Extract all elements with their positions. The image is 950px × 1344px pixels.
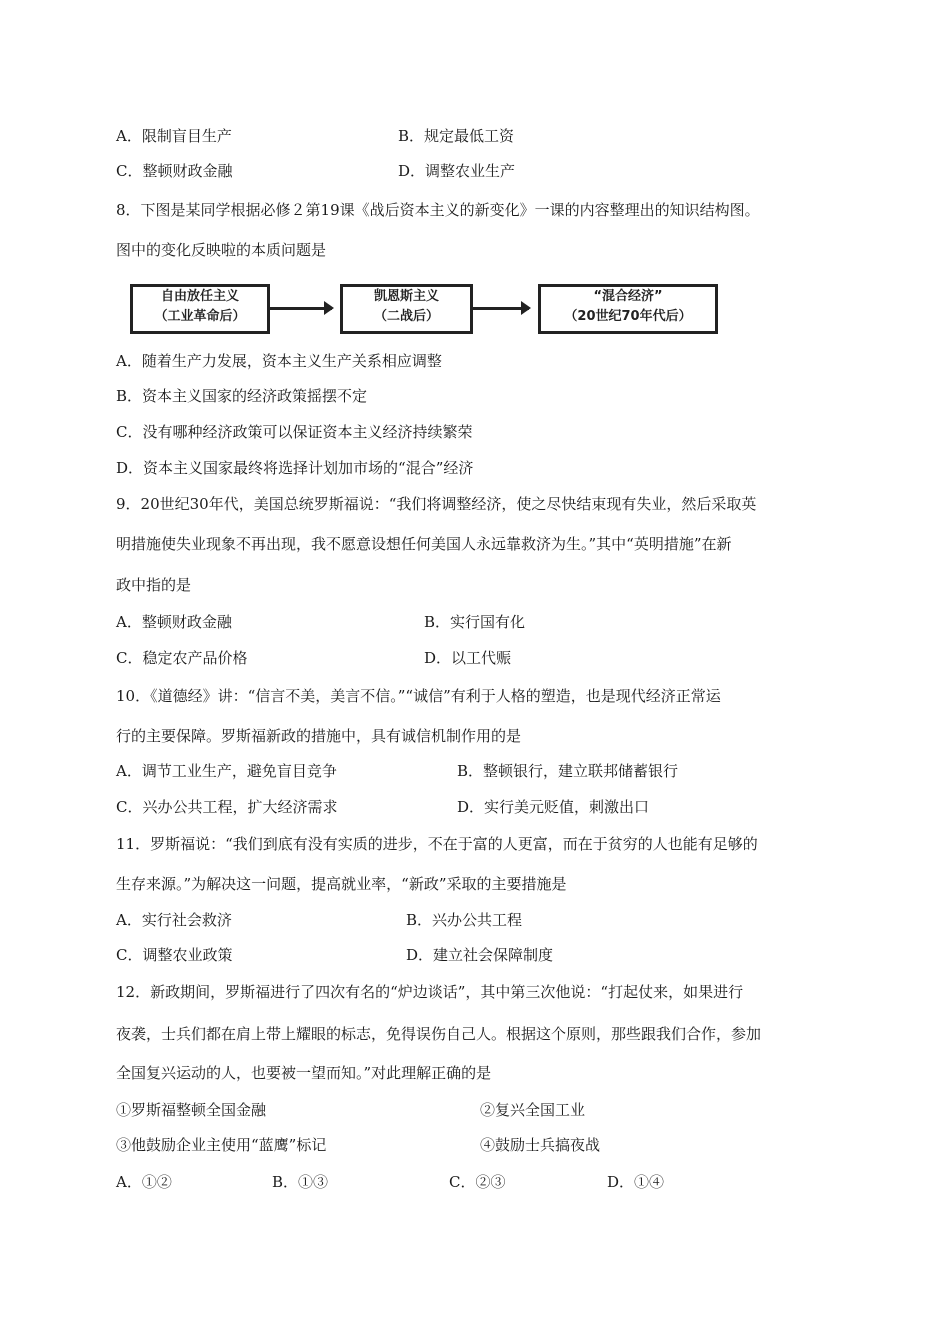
diagram-box2-title: 凯恩斯主义	[373, 289, 439, 304]
q12-option-b: B．①③	[272, 1173, 329, 1191]
q11-stem-line1: 11．罗斯福说：“我们到底有没有实质的进步，不在于富的人更富，而在于贫穷的人也能有足够的	[116, 835, 758, 853]
diagram-box1-title: 自由放任主义	[160, 289, 239, 304]
q12-statement-2: ②复兴全国工业	[480, 1101, 586, 1119]
q10-stem-line1: 10．《道德经》讲：“信言不美，美言不信。”“诚信”有利于人格的塑造，也是现代经济正常运	[116, 687, 721, 705]
q9-option-c: C．稳定农产品价格	[116, 649, 248, 667]
q10-stem-line2: 行的主要保障。罗斯福新政的措施中，具有诚信机制作用的是	[116, 727, 522, 745]
diagram-box-keynesianism	[340, 284, 473, 334]
q9-stem-line2: 明措施使失业现象不再出现，我不愿意设想任何美国人永远靠救济为生。”其中“英明措施”在新	[116, 535, 732, 553]
q9-stem-line3: 政中指的是	[116, 576, 192, 594]
q9-option-d: D．以工代赈	[424, 649, 512, 667]
q12-statement-4: ④鼓励士兵搞夜战	[480, 1136, 601, 1154]
q11-option-d: D．建立社会保障制度	[406, 946, 554, 964]
q7-option-c: C．整顿财政金融	[116, 162, 233, 180]
q12-stem-line2: 夜袭，士兵们都在肩上带上耀眼的标志，免得误伤自己人。根据这个原则，那些跟我们合作，参加	[116, 1025, 762, 1043]
q12-statement-1: ①罗斯福整顿全国金融	[116, 1101, 267, 1119]
q12-option-a: A．①②	[116, 1173, 172, 1191]
q7-option-b: B．规定最低工资	[398, 127, 515, 145]
q9-stem-line1: 9．20世纪30年代，美国总统罗斯福说：“我们将调整经济，使之尽快结束现有失业，然后采取英	[116, 495, 757, 513]
q10-option-c: C．兴办公共工程，扩大经济需求	[116, 798, 338, 816]
q11-stem-line2: 生存来源。”为解决这一问题，提高就业率，“新政”采取的主要措施是	[116, 875, 567, 893]
q11-option-b: B．兴办公共工程	[406, 911, 523, 929]
knowledge-structure-diagram	[130, 284, 720, 340]
q8-option-c: C．没有哪种经济政策可以保证资本主义经济持续繁荣	[116, 423, 473, 441]
q10-option-b: B．整顿银行，建立联邦储蓄银行	[457, 762, 679, 780]
q8-option-a: A．随着生产力发展，资本主义生产关系相应调整	[116, 352, 442, 370]
diagram-box-mixed-economy	[538, 284, 718, 334]
q8-stem-line1: 8．下图是某同学根据必修２第19课《战后资本主义的新变化》一课的内容整理出的知识结构图。	[116, 201, 760, 219]
q12-option-c: C．②③	[449, 1173, 506, 1191]
q10-option-d: D．实行美元贬值，刺激出口	[457, 798, 650, 816]
q9-option-b: B．实行国有化	[424, 613, 526, 631]
q8-option-b: B．资本主义国家的经济政策摇摆不定	[116, 387, 368, 405]
q12-stem-line1: 12．新政期间，罗斯福进行了四次有名的“炉边谈话”，其中第三次他说：“打起仗来，如果进行	[116, 983, 744, 1001]
diagram-box1-period: （工业革命后）	[154, 309, 246, 324]
q9-option-a: A．整顿财政金融	[116, 613, 232, 631]
q8-option-d: D．资本主义国家最终将选择计划加市场的“混合”经济	[116, 459, 474, 477]
q11-option-c: C．调整农业政策	[116, 946, 233, 964]
q7-option-a: A．限制盲目生产	[116, 127, 232, 145]
diagram-box-laissez-faire	[130, 284, 270, 334]
q12-stem-line3: 全国复兴运动的人，也要被一望而知。”对此理解正确的是	[116, 1064, 492, 1082]
diagram-box3-title: “混合经济”	[593, 289, 663, 304]
diagram-arrow-1	[270, 307, 332, 310]
q10-option-a: A．调节工业生产，避免盲目竞争	[116, 762, 337, 780]
q12-statement-3: ③他鼓励企业主使用“蓝鹰”标记	[116, 1136, 327, 1154]
q8-stem-line2: 图中的变化反映啦的本质问题是	[116, 241, 327, 259]
q12-option-d: D．①④	[607, 1173, 665, 1191]
diagram-box3-period: （20世纪70年代后）	[564, 309, 692, 324]
diagram-arrow-2	[473, 307, 529, 310]
diagram-box2-period: （二战后）	[373, 309, 439, 324]
q11-option-a: A．实行社会救济	[116, 911, 232, 929]
q7-option-d: D．调整农业生产	[398, 162, 516, 180]
